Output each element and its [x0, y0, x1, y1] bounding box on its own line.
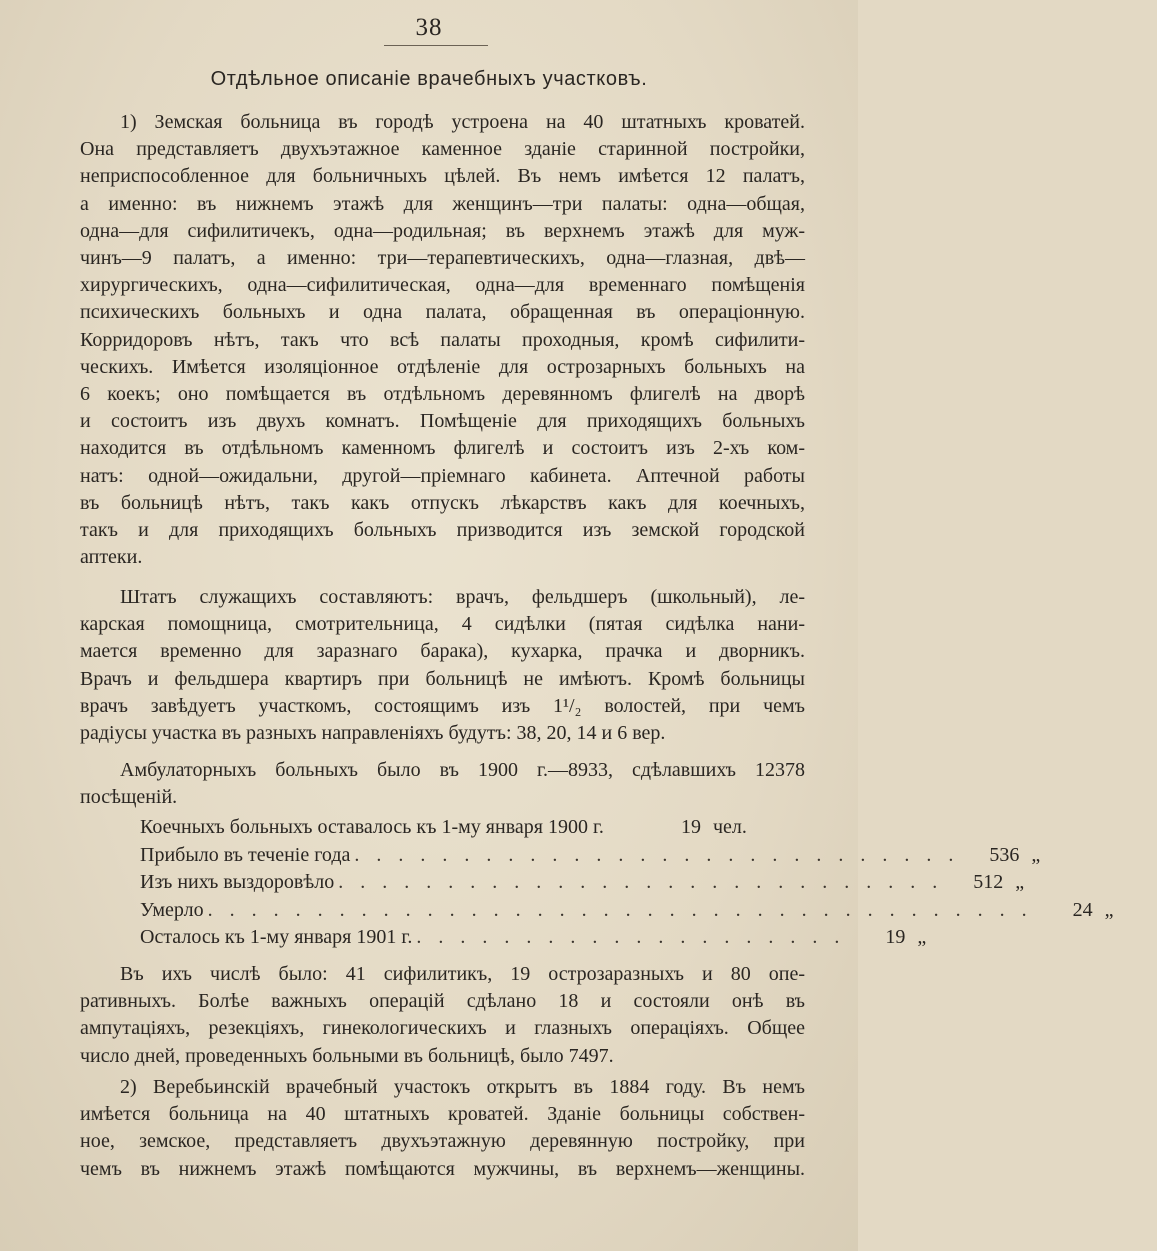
text-line: Штатъ служащихъ составляютъ: врачъ, фельдшеръ (школьный), ле-: [120, 586, 805, 608]
stat-row: [140, 898, 1114, 927]
text-line: чинъ—9 палатъ, а именно: три—терапевтическихъ, одна—глазная, двѣ—: [80, 247, 805, 270]
text-line: радіусы участка въ разныхъ направленіяхъ будутъ: 38, 20, 14 и 6 вер.: [80, 722, 666, 745]
stat-label: Изъ нихъ выздоровѣло: [140, 871, 335, 894]
leader-dots: . . . . . . . . . . . . . . . . . . . .: [416, 926, 846, 949]
text-line: одна—для сифилитичекъ, одна—родильная; въ верхнемъ этажѣ для муж-: [80, 219, 805, 242]
stat-unit: „: [1104, 898, 1114, 921]
text-line: ное, земское, представляетъ двухъэтажную деревянную постройку, при: [80, 1130, 805, 1153]
stat-value: 24: [1072, 898, 1093, 921]
text-line: Врачъ и фельдшера квартиръ при больницѣ не имѣютъ. Кромѣ больницы: [80, 667, 805, 690]
text-line: аптеки.: [80, 546, 143, 569]
text-line: психическихъ больныхъ и одна палата, обращенная въ операціонную.: [80, 301, 805, 324]
stat-unit: „: [1015, 871, 1025, 894]
paragraph-2: [80, 584, 805, 747]
text-line: 2) Веребьинскій врачебный участокъ открытъ въ 1884 году. Въ немъ: [120, 1076, 805, 1098]
text-line: хирургическихъ, одна—сифилитическая, одна—для временнаго помѣщенія: [80, 274, 805, 297]
text-line: а именно: въ нижнемъ этажѣ для женщинъ—три палаты: одна—общая,: [80, 192, 805, 215]
leader-dots: . . . . . . . . . . . . . . . . . . . . . . . . . . . .: [354, 843, 960, 866]
text-line: посѣщеній.: [80, 786, 178, 809]
stat-unit: чел.: [713, 816, 747, 838]
leader-dots: . . . . . . . . . . . . . . . . . . . . . . . . . . . .: [338, 871, 944, 894]
stat-row: [140, 816, 765, 844]
stat-value: 19: [885, 926, 906, 949]
text-line: натъ: одной—ожидальни, другой—пріемнаго кабинета. Аптечной работы: [80, 464, 805, 487]
stat-label: Осталось къ 1-му января 1901 г.: [140, 926, 413, 949]
stat-row: [140, 871, 1025, 899]
paragraph-4: [80, 961, 805, 1070]
text-line: ампутаціяхъ, резекціяхъ, гинекологическихъ и глазныхъ операціяхъ. Общее: [80, 1017, 805, 1040]
stat-label: Коечныхъ больныхъ оставалось къ 1-му января 1900 г.: [140, 816, 604, 838]
paragraph-3: [80, 757, 805, 811]
page-number: 38: [415, 14, 443, 41]
text-line: и состоитъ изъ двухъ комнатъ. Помѣщеніе для приходящихъ больныхъ: [80, 410, 805, 433]
text-line: Корридоровъ нѣтъ, такъ что всѣ палаты проходныя, кромѣ сифилити-: [80, 328, 805, 351]
page-number-rule: [384, 45, 488, 46]
stat-unit: „: [1031, 843, 1041, 866]
text-line: Амбулаторныхъ больныхъ было въ 1900 г.—8933, сдѣлавшихъ 12378: [120, 759, 805, 781]
text-line: чемъ въ нижнемъ этажѣ помѣщаются мужчины, въ верхнемъ—женщины.: [80, 1157, 805, 1180]
text-line: мается временно для заразнаго барака), кухарка, прачка и дворникъ.: [80, 640, 805, 663]
text-line: карская помощница, смотрительница, 4 сидѣлки (пятая сидѣлка нани-: [80, 613, 805, 636]
bed-statistics: [140, 816, 1114, 954]
stat-unit: „: [917, 926, 927, 949]
stat-row: [140, 926, 927, 954]
text-line: неприспособленное для больничныхъ цѣлей. Въ немъ имѣется 12 палатъ,: [80, 165, 805, 188]
text-line: въ больницѣ нѣтъ, такъ какъ отпускъ лѣкарствъ какъ для коечныхъ,: [80, 491, 805, 514]
text-line: такъ и для приходящихъ больныхъ призводится изъ земской городской: [80, 519, 805, 542]
text-line: находится въ отдѣльномъ каменномъ флигелѣ и состоитъ изъ 2-хъ ком-: [80, 437, 805, 460]
text-line: врачъ завѣдуетъ участкомъ, состоящимъ изъ 1¹/₂ волостей, при чемъ: [80, 694, 805, 717]
text-line: 1) Земская больница въ городѣ устроена на 40 штатныхъ кроватей.: [120, 111, 805, 133]
section-heading: Отдѣльное описаніе врачебныхъ участковъ.: [210, 68, 648, 90]
stat-row: [140, 843, 1041, 872]
stat-value: 536: [989, 843, 1020, 866]
text-line: число дней, проведенныхъ больными въ больницѣ, было 7497.: [80, 1044, 614, 1067]
text-line: 6 коекъ; оно помѣщается въ отдѣльномъ деревянномъ флигелѣ на дворѣ: [80, 383, 805, 406]
stat-label: Умерло: [140, 898, 204, 921]
text-line: имѣется больница на 40 штатныхъ кроватей. Зданіе больницы собствен-: [80, 1103, 805, 1126]
text-line: Въ ихъ числѣ было: 41 сифилитикъ, 19 острозаразныхъ и 80 опе-: [120, 963, 805, 985]
text-line: ративныхъ. Болѣе важныхъ операцій сдѣлано 18 и состояли онѣ въ: [80, 990, 805, 1013]
leader-dots: . . . . . . . . . . . . . . . . . . . . . . . . . . . . . . . . . . . . . .: [207, 898, 1033, 921]
text-line: Она представляетъ двухъэтажное каменное зданіе старинной постройки,: [80, 138, 805, 161]
paragraph-1: [80, 109, 805, 571]
stat-value: 19: [681, 816, 701, 838]
stat-value: 512: [973, 871, 1004, 894]
text-line: ческихъ. Имѣется изоляціонное отдѣленіе для острозарныхъ больныхъ на: [80, 355, 805, 378]
stat-label: Прибыло въ теченіе года: [140, 843, 351, 866]
paragraph-5: [80, 1074, 805, 1183]
